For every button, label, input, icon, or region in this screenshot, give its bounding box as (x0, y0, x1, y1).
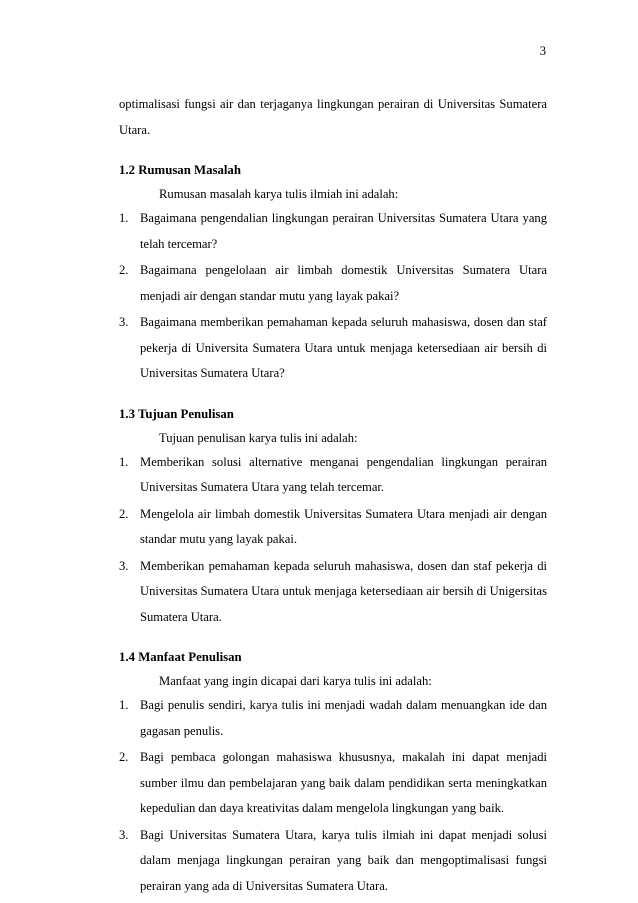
section-rumusan-masalah (119, 159, 547, 387)
list-item-text: Bagi pembaca golongan mahasiswa khususnya, makalah ini dapat menjadi sumber ilmu dan pembelajaran yang baik dalam pendidikan serta meningkatkan kepedulian dan daya kreativitas dalam mengelola lingkungan yang baik. (140, 750, 547, 815)
section-heading: 1.4 Manfaat Penulisan (119, 650, 242, 664)
section-tujuan-penulisan (119, 403, 547, 631)
list-item (119, 554, 547, 631)
list-item (119, 450, 547, 501)
list-item-number: 2. (119, 750, 129, 764)
section-intro: Manfaat yang ingin dicapai dari karya tulis ini adalah: (159, 674, 432, 688)
page-content (119, 92, 547, 899)
list-item-text: Bagi Universitas Sumatera Utara, karya tulis ilmiah ini dapat menjadi solusi dalam menjaga lingkungan perairan yang baik dan mengoptimalisasi fungsi perairan yang ada di Universitas Sumatera Utara. (140, 827, 547, 893)
list-item-number: 3. (119, 315, 129, 329)
page-number: 3 (539, 44, 546, 58)
list-item (119, 502, 547, 553)
list-item (119, 258, 547, 309)
list-item-text: Bagaimana pengendalian lingkungan perairan Universitas Sumatera Utara yang telah tercemar? (140, 211, 547, 251)
list-item (119, 310, 547, 387)
list-item-text: Memberikan solusi alternative menganai pengendalian lingkungan perairan Universitas Sumatera Utara yang telah tercemar. (140, 454, 547, 494)
list-item (119, 206, 547, 257)
list-item-number: 1. (119, 211, 129, 225)
list-item-number: 1. (119, 698, 129, 712)
opening-paragraph: optimalisasi fungsi air dan terjaganya lingkungan perairan di Universitas Sumatera Utara. (119, 97, 547, 137)
list-item-number: 2. (119, 263, 129, 277)
numbered-list (119, 693, 547, 899)
list-item-text: Memberikan pemahaman kepada seluruh mahasiswa, dosen dan staf pekerja di Universitas Sumatera Utara untuk menjaga ketersediaan air bersih di Unigersitas Sumatera Utara. (140, 558, 547, 624)
list-item-text: Bagaimana memberikan pemahaman kepada seluruh mahasiswa, dosen dan staf pekerja di Universita Sumatera Utara untuk menjaga ketersediaan air bersih di Universitas Sumatera Utara? (140, 315, 547, 380)
list-item-text: Mengelola air limbah domestik Universitas Sumatera Utara menjadi air dengan standar mutu yang layak pakai. (140, 506, 547, 546)
list-item-number: 3. (119, 827, 129, 842)
list-item-number: 2. (119, 506, 129, 521)
list-item-number: 3. (119, 558, 129, 573)
list-item (119, 693, 547, 744)
list-item-text: Bagi penulis sendiri, karya tulis ini menjadi wadah dalam menuangkan ide dan gagasan penulis. (140, 698, 547, 738)
list-item-number: 1. (119, 454, 129, 469)
list-item (119, 745, 547, 822)
section-heading: 1.3 Tujuan Penulisan (119, 406, 234, 421)
section-heading: 1.2 Rumusan Masalah (119, 163, 241, 177)
section-manfaat-penulisan (119, 646, 547, 899)
section-intro: Tujuan penulisan karya tulis ini adalah: (159, 430, 358, 445)
numbered-list (119, 206, 547, 387)
list-item (119, 823, 547, 900)
section-intro: Rumusan masalah karya tulis ilmiah ini adalah: (159, 187, 399, 201)
list-item-text: Bagaimana pengelolaan air limbah domestik Universitas Sumatera Utara menjadi air dengan standar mutu yang layak pakai? (140, 263, 547, 303)
numbered-list (119, 450, 547, 631)
